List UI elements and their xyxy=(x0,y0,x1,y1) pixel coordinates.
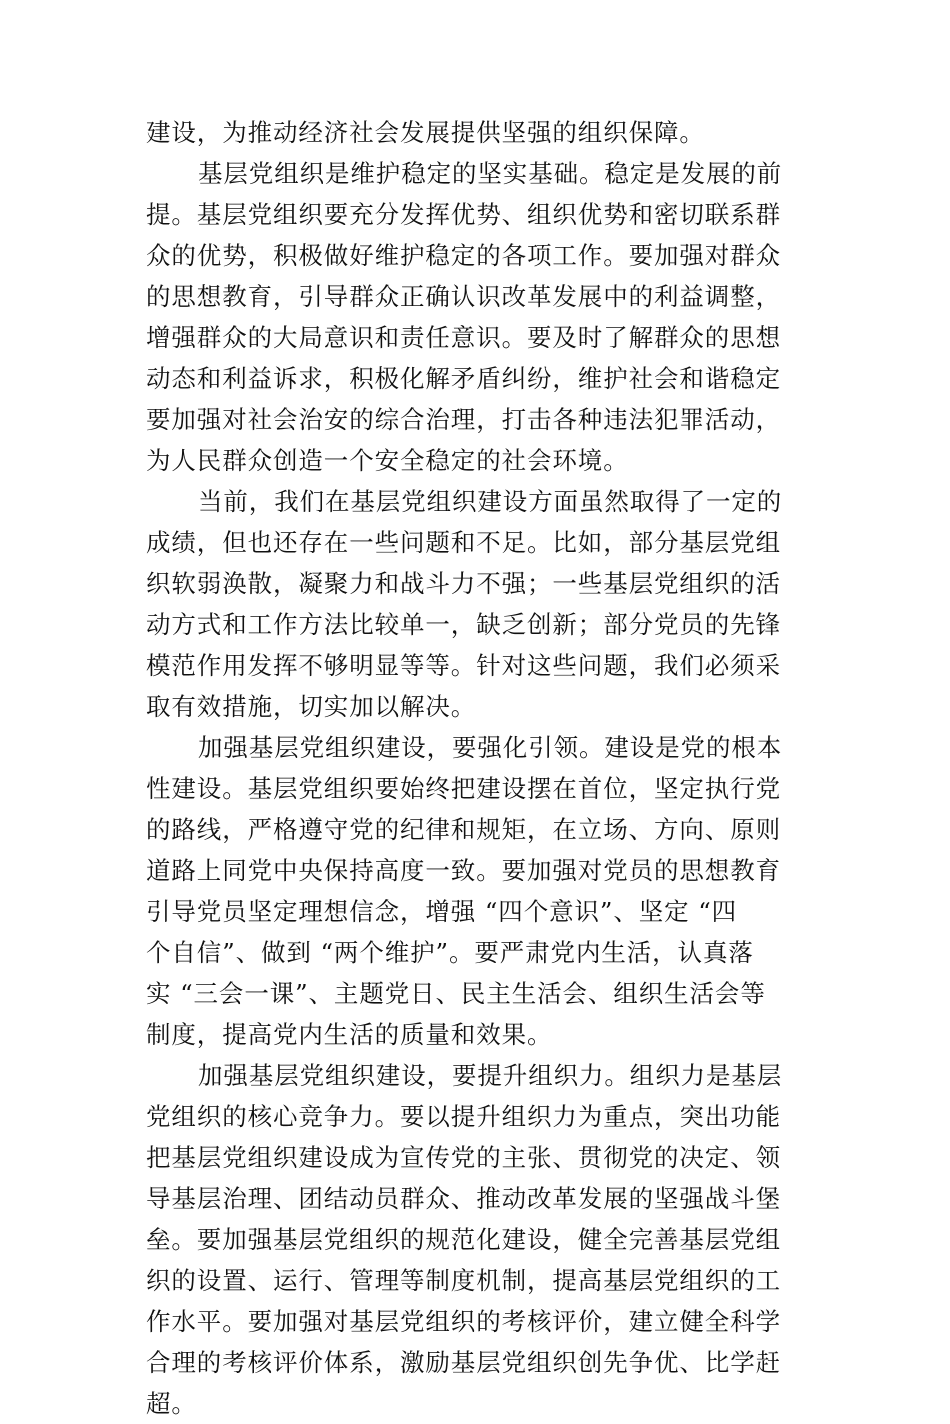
text-line: 的思想教育，引导群众正确认识改革发展中的利益调整， xyxy=(146,282,781,311)
text-line: 众的优势，积极做好维护稳定的各项工作。要加强对群众 xyxy=(146,241,781,270)
paragraph-start-line: 加强基层党组织建设，要提升组织力。组织力是基层 xyxy=(198,1061,783,1090)
text-line: 要加强对社会治安的综合治理，打击各种违法犯罪活动， xyxy=(146,405,781,434)
text-line: 增强群众的大局意识和责任意识。要及时了解群众的思想 xyxy=(146,323,781,352)
text-line: 实 “三会一课”、主题党日、民主生活会、组织生活会等 xyxy=(146,979,766,1008)
text-line: 织的设置、运行、管理等制度机制，提高基层党组织的工 xyxy=(146,1266,781,1295)
text-line: 织软弱涣散，凝聚力和战斗力不强；一些基层党组织的活 xyxy=(146,569,781,598)
paragraph-start-line: 基层党组织是维护稳定的坚实基础。稳定是发展的前 xyxy=(198,159,783,188)
text-line: 制度，提高党内生活的质量和效果。 xyxy=(146,1020,553,1049)
text-line: 超。 xyxy=(146,1389,197,1418)
text-line: 提。基层党组织要充分发挥优势、组织优势和密切联系群 xyxy=(146,200,781,229)
text-line: 导基层治理、团结动员群众、推动改革发展的坚强战斗堡 xyxy=(146,1184,781,1213)
text-line: 党组织的核心竞争力。要以提升组织力为重点，突出功能 xyxy=(146,1102,781,1131)
text-line: 个自信”、做到 “两个维护”。要严肃党内生活，认真落 xyxy=(146,938,754,967)
text-line: 动方式和工作方法比较单一，缺乏创新；部分党员的先锋 xyxy=(146,610,781,639)
text-line: 合理的考核评价体系，激励基层党组织创先争优、比学赶 xyxy=(146,1348,781,1377)
text-line: 性建设。基层党组织要始终把建设摆在首位，坚定执行党 xyxy=(146,774,781,803)
paragraph-start-line: 加强基层党组织建设，要强化引领。建设是党的根本 xyxy=(198,733,783,762)
text-line: 取有效措施，切实加以解决。 xyxy=(146,692,477,721)
text-line: 为人民群众创造一个安全稳定的社会环境。 xyxy=(146,446,629,475)
text-line: 把基层党组织建设成为宣传党的主张、贯彻党的决定、领 xyxy=(146,1143,781,1172)
paragraph-start-line: 当前，我们在基层党组织建设方面虽然取得了一定的 xyxy=(198,487,783,516)
text-line: 垒。要加强基层党组织的规范化建设，健全完善基层党组 xyxy=(146,1225,781,1254)
text-line: 道路上同党中央保持高度一致。要加强对党员的思想教育 xyxy=(146,856,781,885)
text-line: 成绩，但也还存在一些问题和不足。比如，部分基层党组 xyxy=(146,528,781,557)
text-line: 模范作用发挥不够明显等等。针对这些问题，我们必须采 xyxy=(146,651,781,680)
text-line: 作水平。要加强对基层党组织的考核评价，建立健全科学 xyxy=(146,1307,781,1336)
text-line: 引导党员坚定理想信念，增强 “四个意识”、坚定 “四 xyxy=(146,897,738,926)
text-line: 建设，为推动经济社会发展提供坚强的组织保障。 xyxy=(146,118,705,147)
document-body xyxy=(146,112,826,1424)
text-line: 的路线，严格遵守党的纪律和规矩，在立场、方向、原则 xyxy=(146,815,781,844)
text-line: 动态和利益诉求，积极化解矛盾纠纷，维护社会和谐稳定 xyxy=(146,364,781,393)
